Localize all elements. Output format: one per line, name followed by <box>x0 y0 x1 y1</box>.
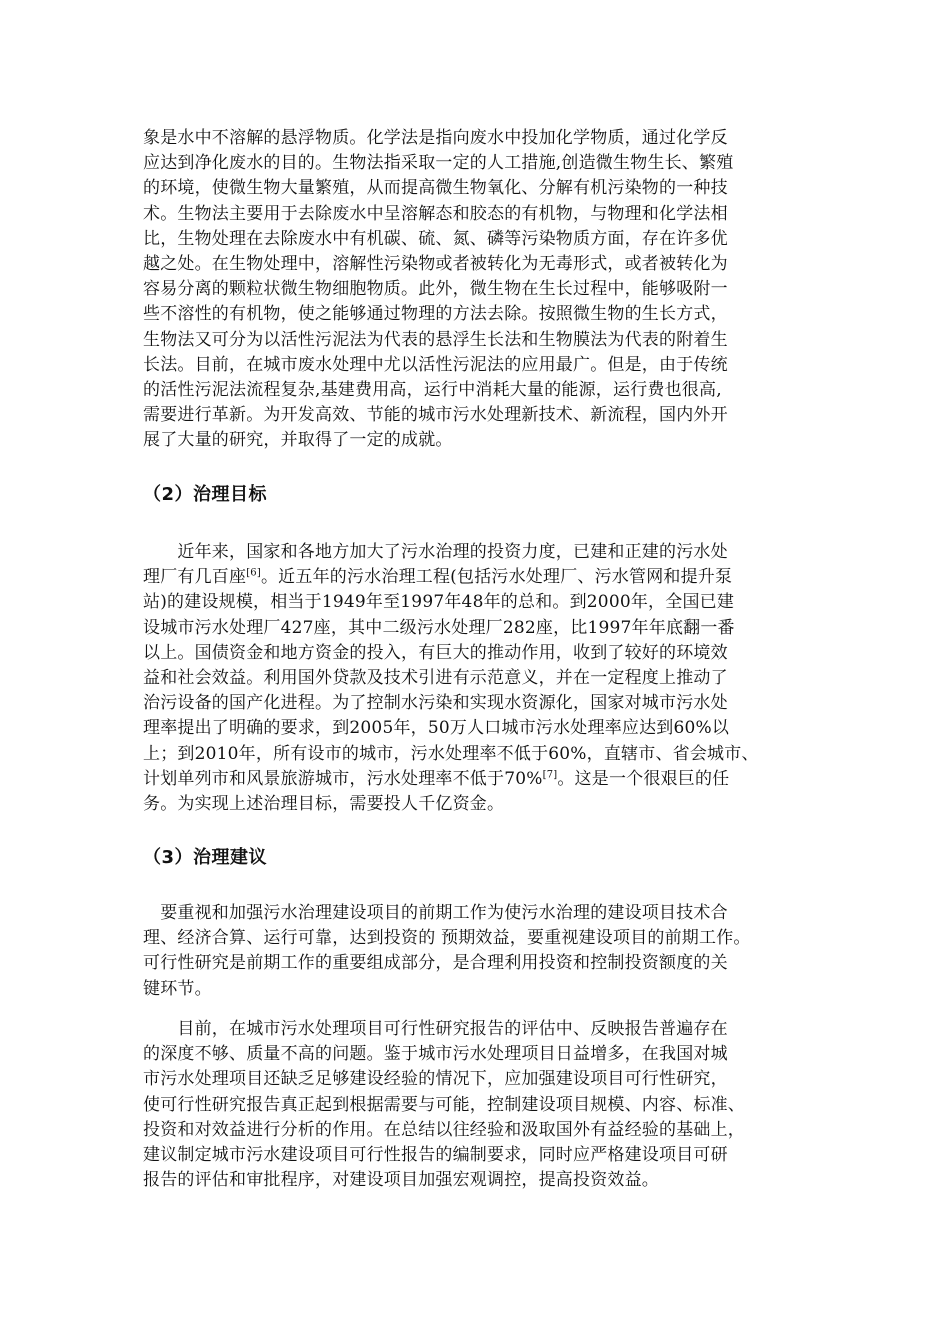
advice-paragraph-1: 要重视和加强污水治理建设项目的前期工作为使污水治理的建设项目技术合 理、经济合算、运行可靠，达到投资的 预期效益，要重视建设项目的前期工作。 可行性研究是前期工作的重要组成部分，是合理利用投资和控制投资额度的关 键环节。 <box>143 903 751 999</box>
advice-paragraph-2: 目前，在城市污水处理项目可行性研究报告的评估中、反映报告普遍存在 的深度不够、质量不高的问题。鉴于城市污水处理项目日益增多，在我国对城 市污水处理项目还缺乏足够建设经验的情况下，应加强建设项目可行性研究， 使可行性研究报告真正起到根据需要与可能，控制建设项目规模、内容、标准、 投资和对效益进行分析的作用。在总结以往经验和汲取国外有益经验的基础上， 建议制定城市污水建设项目可行性报告的编制要求，同时应严格建设项目可研 报告的评估和审批程序，对建设项目加强宏观调控，提高投资效益。 <box>143 1019 745 1191</box>
goal-text-part2: 。近五年的污水治理工程(包括污水处理厂、污水管网和提升泵 站)的建设规模，相当于1949年至1997年48年的总和。到2000年，全国已建 设城市污水处理厂427座，其中二级污水处理厂282座，比1997年年底翻一番 以上。国债资金和地方资金的投入，有巨大的推动作用，收到了较好的环境效 益和社会效益。利用国外贷款及技术引进有示范意义，并在一定程度上推动了 治污设备的国产化进程。为了控制水污染和实现水资源化，国家对城市污水处 理率提出了明确的要求，到2005年，50万人口城市污水处理率应达到60%以 上；到2010年，所有设市的城市，污水处理率不低于60%，直辖市、省会城市、 计划单列市和风景旅游城市，污水处理率不低于70% <box>143 567 759 789</box>
citation-ref-7: [7] <box>542 769 558 781</box>
heading-governance-goal: （2）治理目标 <box>143 484 268 505</box>
goal-paragraph <box>143 540 823 817</box>
goal-text-part3: 。这是一个很艰巨的任 务。为实现上述治理目标，需要投人千亿资金。 <box>143 768 730 815</box>
intro-paragraph: 象是水中不溶解的悬浮物质。化学法是指向废水中投加化学物质，通过化学反 应达到净化废水的目的。生物法指采取一定的人工措施,创造微生物生长、繁殖 的环境，使微生物大量繁殖，从而提高微生物氧化、分解有机污染物的一种技 术。生物法主要用于去除废水中呈溶解态和胶态的有机物，与物理和化学法相 比，生物处理在去除废水中有机碳、硫、氮、磷等污染物质方面，存在许多优 越之处。在生物处理中，溶解性污染物或者被转化为无毒形式，或者被转化为 容易分离的颗粒状微生物细胞物质。此外，微生物在生长过程中，能够吸附一 些不溶性的有机物，使之能够通过物理的方法去除。按照微生物的生长方式， 生物法又可分为以活性污泥法为代表的悬浮生长法和生物膜法为代表的附着生 长法。目前，在城市废水处理中尤以活性污泥法的应用最广。但是，由于传统 的活性污泥法流程复杂,基建费用高，运行中消耗大量的能源，运行费也很高, 需要进行革新。为开发高效、节能的城市污水处理新技术、新流程，国内外开 展了大量的研究，并取得了一定的成就。 <box>143 128 734 451</box>
citation-ref-6: [6] <box>246 567 261 579</box>
goal-text-part1: 近年来，国家和各地方加大了污水治理的投资力度，已建和正建的污水处 理厂有几百座 <box>143 542 728 588</box>
heading-governance-advice: （3）治理建议 <box>143 847 268 868</box>
